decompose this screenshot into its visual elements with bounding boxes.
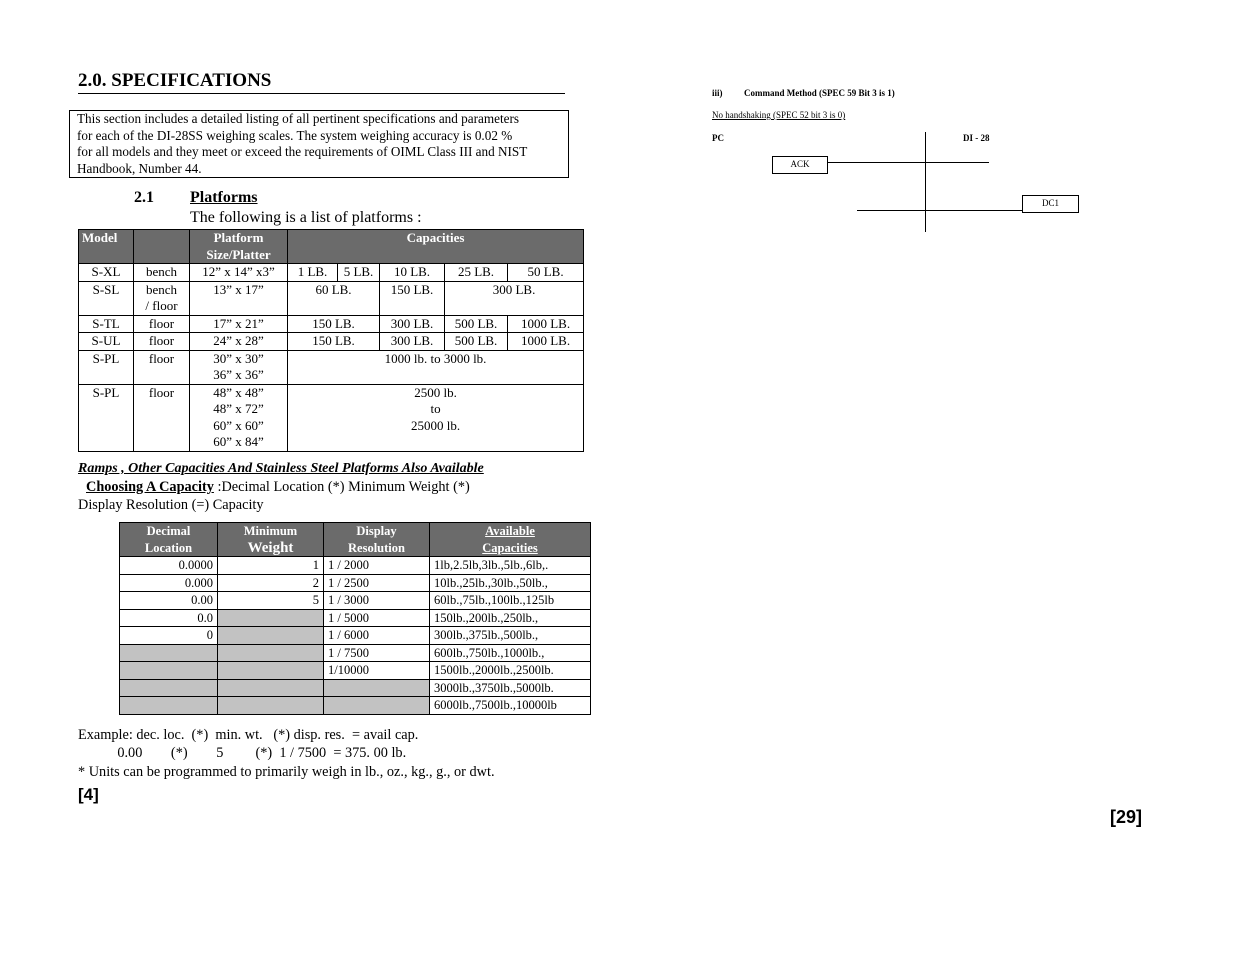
cell-capacity: 25 LB. (445, 264, 508, 282)
intro-line: Handbook, Number 44. (77, 160, 202, 176)
cell-minimum: 5 (218, 592, 324, 610)
cell-size-line: 48” x 72” (213, 401, 264, 416)
platforms-table (78, 229, 584, 452)
header-line: Available (485, 524, 535, 538)
cell-capacity: 150 LB. (380, 281, 445, 315)
cell-size-line: 30” x 30” (213, 350, 264, 366)
cell-model: S-PL (79, 350, 134, 384)
cell-type: floor (134, 315, 190, 333)
cell-type: floor (134, 384, 190, 451)
header-line: Location (144, 540, 193, 555)
choosing-capacity-text: :Decimal Location (*) Minimum Weight (*) (213, 479, 470, 495)
cell-model: S-XL (79, 264, 134, 282)
cell-capacity-line: to (430, 401, 441, 416)
header-line: Resolution (348, 540, 405, 555)
intro-line: for each of the DI-28SS weighing scales. The system weighing accuracy is 0.02 % (77, 127, 513, 143)
cell-capacities: 10lb.,25lb.,30lb.,50lb., (430, 574, 591, 592)
cell-minimum (218, 662, 324, 680)
cell-type: bench (134, 264, 190, 282)
item-number: iii) (712, 88, 723, 98)
cell-capacity: 60 LB. (288, 281, 380, 315)
subsection-intro: The following is a list of platforms : (190, 209, 422, 226)
subsection-title: Platforms (190, 189, 258, 206)
dc1-signal-line (857, 210, 1022, 211)
cell-capacities: 1lb,2.5lb,3lb.,5lb.,6lb,. (430, 557, 591, 575)
cell-size-line: 60” x 84” (213, 434, 264, 449)
table-row (79, 384, 584, 451)
page-number-right: [29] (1110, 807, 1143, 827)
cell-capacity-line: 25000 lb. (410, 417, 461, 433)
cell-decimal (120, 679, 218, 697)
table-header-row (79, 230, 584, 264)
di28-label: DI - 28 (963, 133, 990, 143)
table-row (120, 574, 591, 592)
cell-type (134, 281, 190, 315)
header-line: Weight (247, 539, 294, 556)
intro-line: This section includes a detailed listing of all pertinent specifications and parameters (77, 111, 520, 126)
table-row (79, 350, 584, 384)
choosing-capacity-label: Choosing A Capacity (86, 479, 214, 495)
cell-decimal: 0.000 (120, 574, 218, 592)
table-row (79, 264, 584, 282)
table-row (120, 697, 591, 715)
header-display-resolution (324, 523, 430, 557)
table-row (120, 679, 591, 697)
cell-capacity: 1000 LB. (508, 315, 584, 333)
cell-size: 12” x 14” x3” (190, 264, 288, 282)
cell-model: S-TL (79, 315, 134, 333)
ack-box: ACK (772, 156, 828, 174)
header-model: Model (79, 230, 134, 264)
divider-line (925, 132, 926, 232)
table-row (120, 662, 591, 680)
cell-decimal (120, 644, 218, 662)
ack-signal-line (827, 162, 989, 163)
cell-capacity (288, 384, 584, 451)
capacity-table (119, 522, 591, 715)
display-resolution-line: Display Resolution (=) Capacity (78, 497, 264, 513)
intro-line: for all models and they meet or exceed the requirements of OIML Class III and NIST (77, 144, 528, 160)
cell-capacity: 10 LB. (380, 264, 445, 282)
cell-decimal: 0 (120, 627, 218, 645)
cell-capacity: 50 LB. (508, 264, 584, 282)
cell-decimal (120, 662, 218, 680)
cell-size-line: 48” x 48” (213, 384, 264, 400)
cell-capacity: 1000 LB. (508, 333, 584, 351)
cell-resolution (324, 679, 430, 697)
cell-resolution: 1 / 6000 (324, 627, 430, 645)
table-row (79, 281, 584, 315)
table-row (120, 592, 591, 610)
cell-type: floor (134, 333, 190, 351)
cell-capacity: 500 LB. (445, 315, 508, 333)
table-header-row (120, 523, 591, 557)
cell-capacity: 150 LB. (288, 315, 380, 333)
table-row (120, 644, 591, 662)
cell-capacity-line: 2500 lb. (414, 384, 457, 400)
cell-resolution: 1 / 3000 (324, 592, 430, 610)
intro-box (69, 110, 569, 178)
cell-capacity: 150 LB. (288, 333, 380, 351)
cell-capacity: 500 LB. (445, 333, 508, 351)
cell-resolution: 1 / 5000 (324, 609, 430, 627)
cell-capacities: 150lb.,200lb.,250lb., (430, 609, 591, 627)
cell-resolution: 1 / 2000 (324, 557, 430, 575)
header-line: Minimum (243, 524, 298, 538)
cell-model: S-UL (79, 333, 134, 351)
cell-capacities: 60lb.,75lb.,100lb.,125lb (430, 592, 591, 610)
item-title: Command Method (SPEC 59 Bit 3 is 1) (744, 88, 895, 98)
pc-label: PC (712, 133, 724, 143)
cell-resolution: 1/10000 (324, 662, 430, 680)
header-type (134, 230, 190, 264)
cell-size-line: 60” x 60” (213, 417, 264, 433)
section-title: 2.0. SPECIFICATIONS (78, 70, 272, 91)
table-row (120, 609, 591, 627)
cell-resolution: 1 / 7500 (324, 644, 430, 662)
cell-capacities: 1500lb.,2000lb.,2500lb. (430, 662, 591, 680)
table-row (120, 557, 591, 575)
cell-capacities: 600lb.,750lb.,1000lb., (430, 644, 591, 662)
cell-size (190, 350, 288, 384)
cell-resolution: 1 / 2500 (324, 574, 430, 592)
cell-size (190, 384, 288, 451)
cell-minimum (218, 609, 324, 627)
cell-decimal: 0.0 (120, 609, 218, 627)
cell-type-line: / floor (145, 298, 178, 313)
cell-capacity: 1 LB. (288, 264, 338, 282)
header-capacities: Capacities (288, 230, 584, 264)
cell-capacity: 1000 lb. to 3000 lb. (288, 350, 584, 384)
header-decimal-location (120, 523, 218, 557)
subsection-number: 2.1 (134, 189, 154, 206)
cell-type: floor (134, 350, 190, 384)
table-row (79, 315, 584, 333)
dc1-box: DC1 (1022, 195, 1079, 213)
cell-minimum: 1 (218, 557, 324, 575)
header-line: Decimal (146, 524, 191, 538)
cell-minimum (218, 627, 324, 645)
cell-capacities: 3000lb.,3750lb.,5000lb. (430, 679, 591, 697)
choosing-capacity-line (86, 479, 470, 496)
cell-capacities: 300lb.,375lb.,500lb., (430, 627, 591, 645)
cell-minimum (218, 679, 324, 697)
example-values-line: 0.00 (*) 5 (*) 1 / 7500 = 375. 00 lb. (78, 745, 407, 761)
header-line: Capacities (482, 540, 538, 555)
ramps-note: Ramps , Other Capacities And Stainless Steel Platforms Also Available (78, 461, 484, 476)
cell-resolution (324, 697, 430, 715)
cell-size-line: 36” x 36” (213, 367, 264, 382)
header-platform-line2: Size/Platter (206, 246, 271, 262)
cell-size: 17” x 21” (190, 315, 288, 333)
cell-capacities: 6000lb.,7500lb.,10000lb (430, 697, 591, 715)
header-minimum-weight (218, 523, 324, 557)
page-number-left: [4] (78, 785, 99, 804)
cell-minimum (218, 697, 324, 715)
header-available-capacities (430, 523, 591, 557)
header-line: Display (356, 524, 397, 538)
example-line: Example: dec. loc. (*) min. wt. (*) disp. res. = avail cap. (78, 727, 419, 743)
cell-size: 13” x 17” (190, 281, 288, 315)
handshake-note: No handshaking (SPEC 52 bit 3 is 0) (712, 110, 846, 120)
table-row (120, 627, 591, 645)
cell-capacity: 300 LB. (380, 333, 445, 351)
cell-decimal: 0.0000 (120, 557, 218, 575)
cell-model: S-SL (79, 281, 134, 315)
units-note: * Units can be programmed to primarily weigh in lb., oz., kg., g., or dwt. (78, 764, 495, 780)
cell-size: 24” x 28” (190, 333, 288, 351)
table-row (79, 333, 584, 351)
cell-capacity: 300 LB. (380, 315, 445, 333)
section-title-rule (78, 93, 565, 94)
cell-decimal (120, 697, 218, 715)
cell-decimal: 0.00 (120, 592, 218, 610)
cell-type-line: bench (145, 281, 178, 297)
cell-capacity: 5 LB. (338, 264, 380, 282)
cell-capacity: 300 LB. (445, 281, 584, 315)
cell-minimum: 2 (218, 574, 324, 592)
cell-minimum (218, 644, 324, 662)
header-platform (190, 230, 288, 264)
cell-model: S-PL (79, 384, 134, 451)
header-platform-line1: Platform (213, 230, 264, 245)
